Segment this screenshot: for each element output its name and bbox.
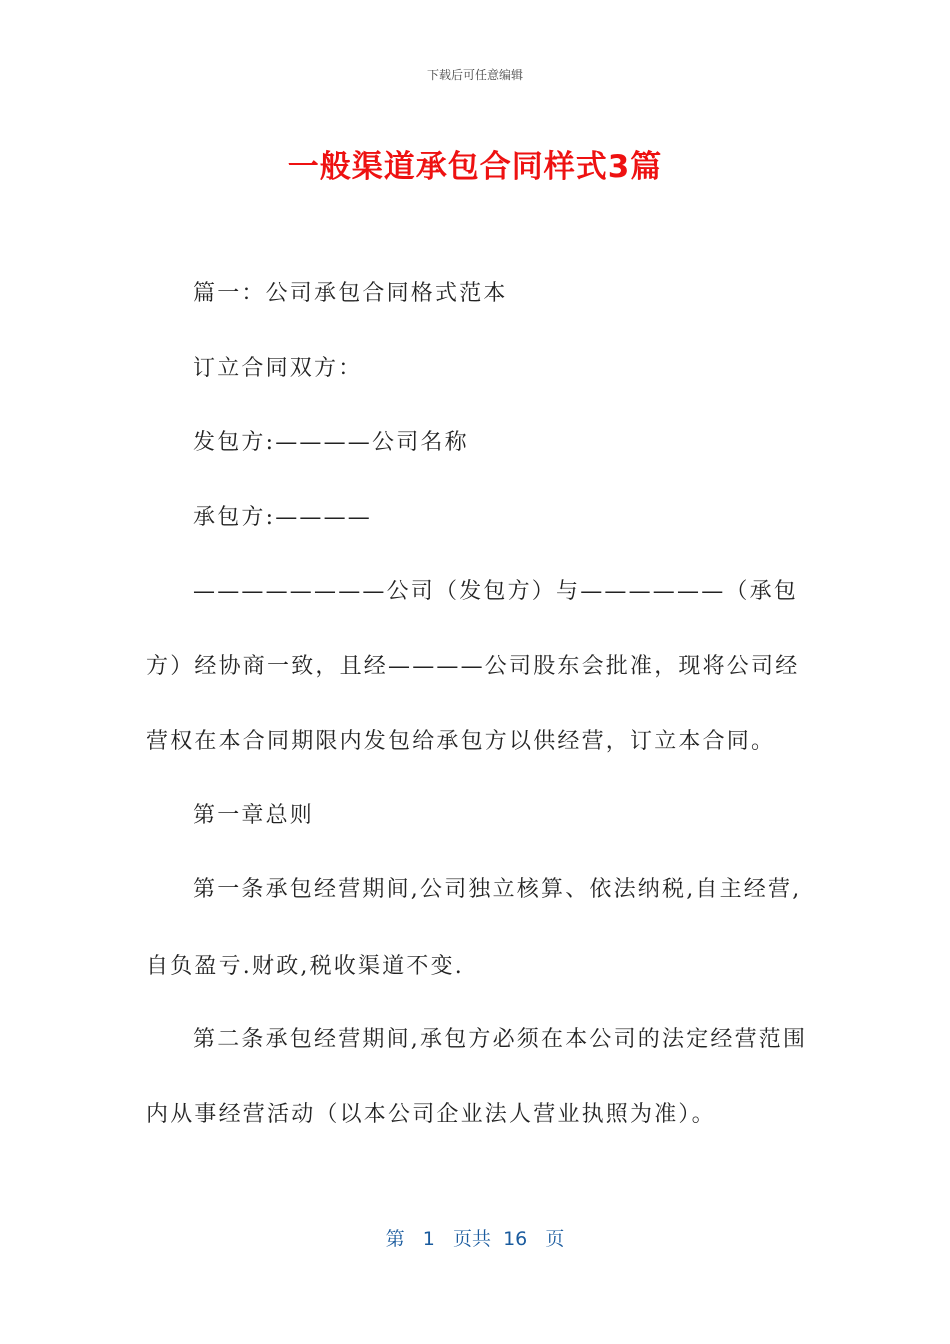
footer-middle: 页共 bbox=[452, 1228, 491, 1250]
document-title: 一般渠道承包合同样式3篇 bbox=[287, 149, 663, 185]
paragraph-preamble-line-3 bbox=[146, 705, 806, 779]
header-note: 下载后可任意编辑 bbox=[426, 68, 523, 82]
text-line: 订立合同双方： bbox=[193, 356, 363, 381]
footer-prefix: 第 bbox=[385, 1228, 405, 1250]
footer-page-number: 1 bbox=[422, 1228, 435, 1250]
text-line: 第一条承包经营期间,公司独立核算、依法纳税,自主经营, bbox=[193, 877, 802, 902]
text-line: ————————公司（发包方）与——————（承包 bbox=[193, 579, 799, 604]
paragraph-preamble-line-1 bbox=[146, 555, 806, 629]
text-line: 发包方:————公司名称 bbox=[193, 430, 469, 455]
footer-total-pages: 16 bbox=[503, 1228, 528, 1250]
paragraph-parties-label bbox=[146, 332, 806, 406]
text-line: 第二条承包经营期间,承包方必须在本公司的法定经营范围 bbox=[193, 1027, 808, 1052]
text-line: 内从事经营活动（以本公司企业法人营业执照为准）。 bbox=[146, 1102, 716, 1127]
paragraph-preamble-line-2 bbox=[146, 630, 806, 704]
text-line: 方）经协商一致，且经————公司股东会批准，现将公司经 bbox=[146, 654, 800, 679]
paragraph-contractor bbox=[146, 481, 806, 555]
text-line: 篇一：公司承包合同格式范本 bbox=[193, 281, 508, 306]
article-one-line-2 bbox=[146, 930, 806, 1004]
text-line: 营权在本合同期限内发包给承包方以供经营，订立本合同。 bbox=[146, 729, 776, 754]
text-line: 自负盈亏.财政,税收渠道不变. bbox=[146, 954, 464, 979]
article-two-line-2 bbox=[146, 1078, 806, 1152]
paragraph-employer bbox=[146, 406, 806, 480]
article-one-line-1 bbox=[146, 853, 806, 927]
page-footer bbox=[0, 1224, 950, 1251]
text-line: 承包方:———— bbox=[193, 505, 373, 530]
footer-suffix: 页 bbox=[545, 1228, 565, 1250]
paragraph-section-heading bbox=[146, 257, 806, 331]
text-line: 第一章总则 bbox=[193, 803, 315, 828]
chapter-heading bbox=[146, 779, 806, 853]
article-two-line-1 bbox=[146, 1003, 806, 1077]
